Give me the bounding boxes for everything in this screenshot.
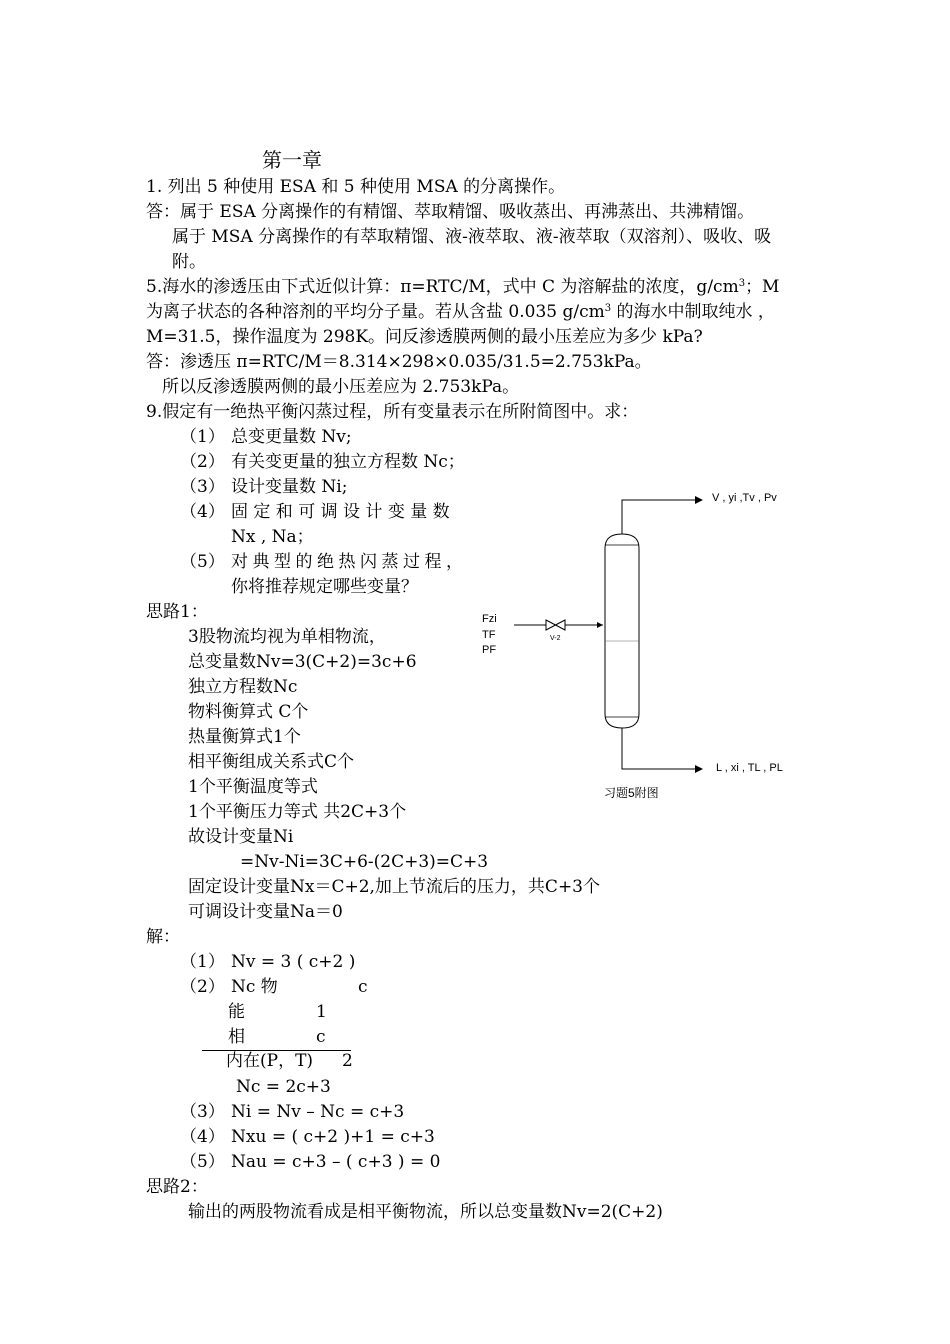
- q9-item-3-text: 设计变量数 Ni;: [231, 477, 348, 497]
- chapter-title: 第一章: [262, 148, 322, 172]
- q5-line3: M=31.5，操作温度为 298K。问反渗透膜两侧的最小压差应为多少 kPa?: [146, 327, 703, 347]
- solution-inner-value: 2: [342, 1051, 353, 1071]
- q5-line2: 为离子状态的各种溶剂的平均分子量。若从含盐 0.035 $g/cm^3$ 的海水中制取纯水 ，: [146, 302, 775, 322]
- q9-item-5-cont: 你将推荐规定哪些变量？: [231, 577, 418, 597]
- q5-answer1: 答：渗透压 π=RTC/M＝8.314×298×0.035/31.5=2.753kPa。: [146, 352, 652, 372]
- approach1-title: 思路1：: [146, 602, 208, 622]
- figure-caption: 习题5附图: [604, 786, 659, 800]
- feed-arrowhead: [597, 622, 603, 628]
- liquid-outlet-line: [622, 728, 702, 769]
- solution-title: 解：: [146, 927, 180, 947]
- throttle-valve-icon: [546, 620, 565, 630]
- feed-pressure-label: PF: [482, 644, 497, 656]
- feed-composition-label: Fzi: [482, 613, 497, 625]
- q5-answer2: 所以反渗透膜两侧的最小压差应为 2.753kPa。: [162, 377, 520, 397]
- q9-intro: 9.假定有一绝热平衡闪蒸过程，所有变量表示在所附简图中。求：: [146, 402, 639, 422]
- solution-row-value: 1: [316, 1002, 327, 1022]
- q1-answer-line2: 属于 MSA 分离操作的有萃取精馏、液-液萃取、液-液萃取（双溶剂）、吸收、吸: [172, 227, 772, 247]
- valve-label: V-2: [550, 635, 561, 642]
- solution-3: Ni = Nv – Nc = c+3: [231, 1102, 405, 1122]
- solution-5-num: （5）: [180, 1152, 225, 1172]
- approach1-line: 独立方程数Nc: [188, 677, 298, 697]
- solution-inner-label: 内在(P，T): [226, 1051, 314, 1071]
- q1-question: 1. 列出 5 种使用 ESA 和 5 种使用 MSA 的分离操作。: [146, 177, 566, 197]
- solution-1-num: （1）: [180, 952, 225, 972]
- q9-item-1-text: 总变更量数 Nv;: [231, 427, 352, 447]
- solution-2-num: （2）: [180, 977, 225, 997]
- solution-4-num: （4）: [180, 1127, 225, 1147]
- vapor-stream-label: V , yi ,Tv , Pv: [712, 492, 777, 504]
- feed-temperature-label: TF: [482, 629, 496, 641]
- approach1-nx: 固定设计变量Nx＝C+2,加上节流后的压力，共C+3个: [188, 877, 601, 897]
- solution-row-label: 相: [228, 1027, 245, 1047]
- q9-item-5-num: （5）: [180, 552, 225, 572]
- q5-line1: 5.海水的渗透压由下式近似计算：π=RTC/M，式中 C 为溶解盐的浓度，$g/cm^3$；M: [146, 277, 780, 297]
- liquid-stream-label: L , xi , TL , PL: [716, 762, 783, 774]
- q9-item-4-text: 固 定 和 可 调 设 计 变 量 数: [231, 502, 450, 522]
- q9-item-1-num: （1）: [180, 427, 225, 447]
- approach1-line: 3股物流均视为单相物流，: [188, 627, 386, 647]
- approach1-line: 物料衡算式 C个: [188, 702, 309, 722]
- solution-2-label: Nc 物: [231, 977, 278, 997]
- approach1-ni-equation: =Nv-Ni=3C+6-(2C+3)=C+3: [240, 852, 489, 872]
- solution-2-value: c: [358, 977, 368, 997]
- q9-item-4-num: （4）: [180, 502, 225, 522]
- q9-item-5-text: 对典型的绝热闪蒸过程，: [231, 552, 468, 572]
- solution-1: Nv = 3 ( c+2 ): [231, 952, 356, 972]
- solution-3-num: （3）: [180, 1102, 225, 1122]
- solution-4: Nxu = ( c+2 )+1 = c+3: [231, 1127, 435, 1147]
- approach1-line: 故设计变量Ni: [188, 827, 294, 847]
- approach1-line: 总变量数Nv=3(C+2)=3c+6: [188, 652, 417, 672]
- approach2-line: 输出的两股物流看成是相平衡物流，所以总变量数Nv=2(C+2): [188, 1202, 663, 1222]
- q9-item-3-num: （3）: [180, 477, 225, 497]
- flash-vessel: [605, 534, 639, 728]
- solution-inner-row: [202, 1050, 353, 1071]
- solution-row-label: 能: [228, 1002, 245, 1022]
- approach1-line: 相平衡组成关系式C个: [188, 752, 355, 772]
- q1-answer-line3: 附。: [172, 252, 206, 272]
- q9-item-2-num: （2）: [180, 452, 225, 472]
- flash-diagram: [470, 488, 810, 810]
- solution-row-value: c: [316, 1027, 326, 1047]
- approach2-title: 思路2：: [146, 1177, 208, 1197]
- approach1-line: 热量衡算式1个: [188, 727, 301, 747]
- vapor-outlet-line: [622, 500, 702, 534]
- approach1-line: 1个平衡温度等式: [188, 777, 318, 797]
- q9-item-2-text: 有关变更量的独立方程数 Nc；: [231, 452, 465, 472]
- solution-nc-total: Nc = 2c+3: [236, 1077, 331, 1097]
- solution-5: Nau = c+3 – ( c+3 ) = 0: [231, 1152, 441, 1172]
- q9-item-4-cont: Nx , Na；: [231, 527, 314, 547]
- approach1-line: 1个平衡压力等式 共2C+3个: [188, 802, 407, 822]
- q1-answer-line1: 答：属于 ESA 分离操作的有精馏、萃取精馏、吸收蒸出、再沸蒸出、共沸精馏。: [146, 202, 755, 222]
- approach1-na: 可调设计变量Na＝0: [188, 902, 343, 922]
